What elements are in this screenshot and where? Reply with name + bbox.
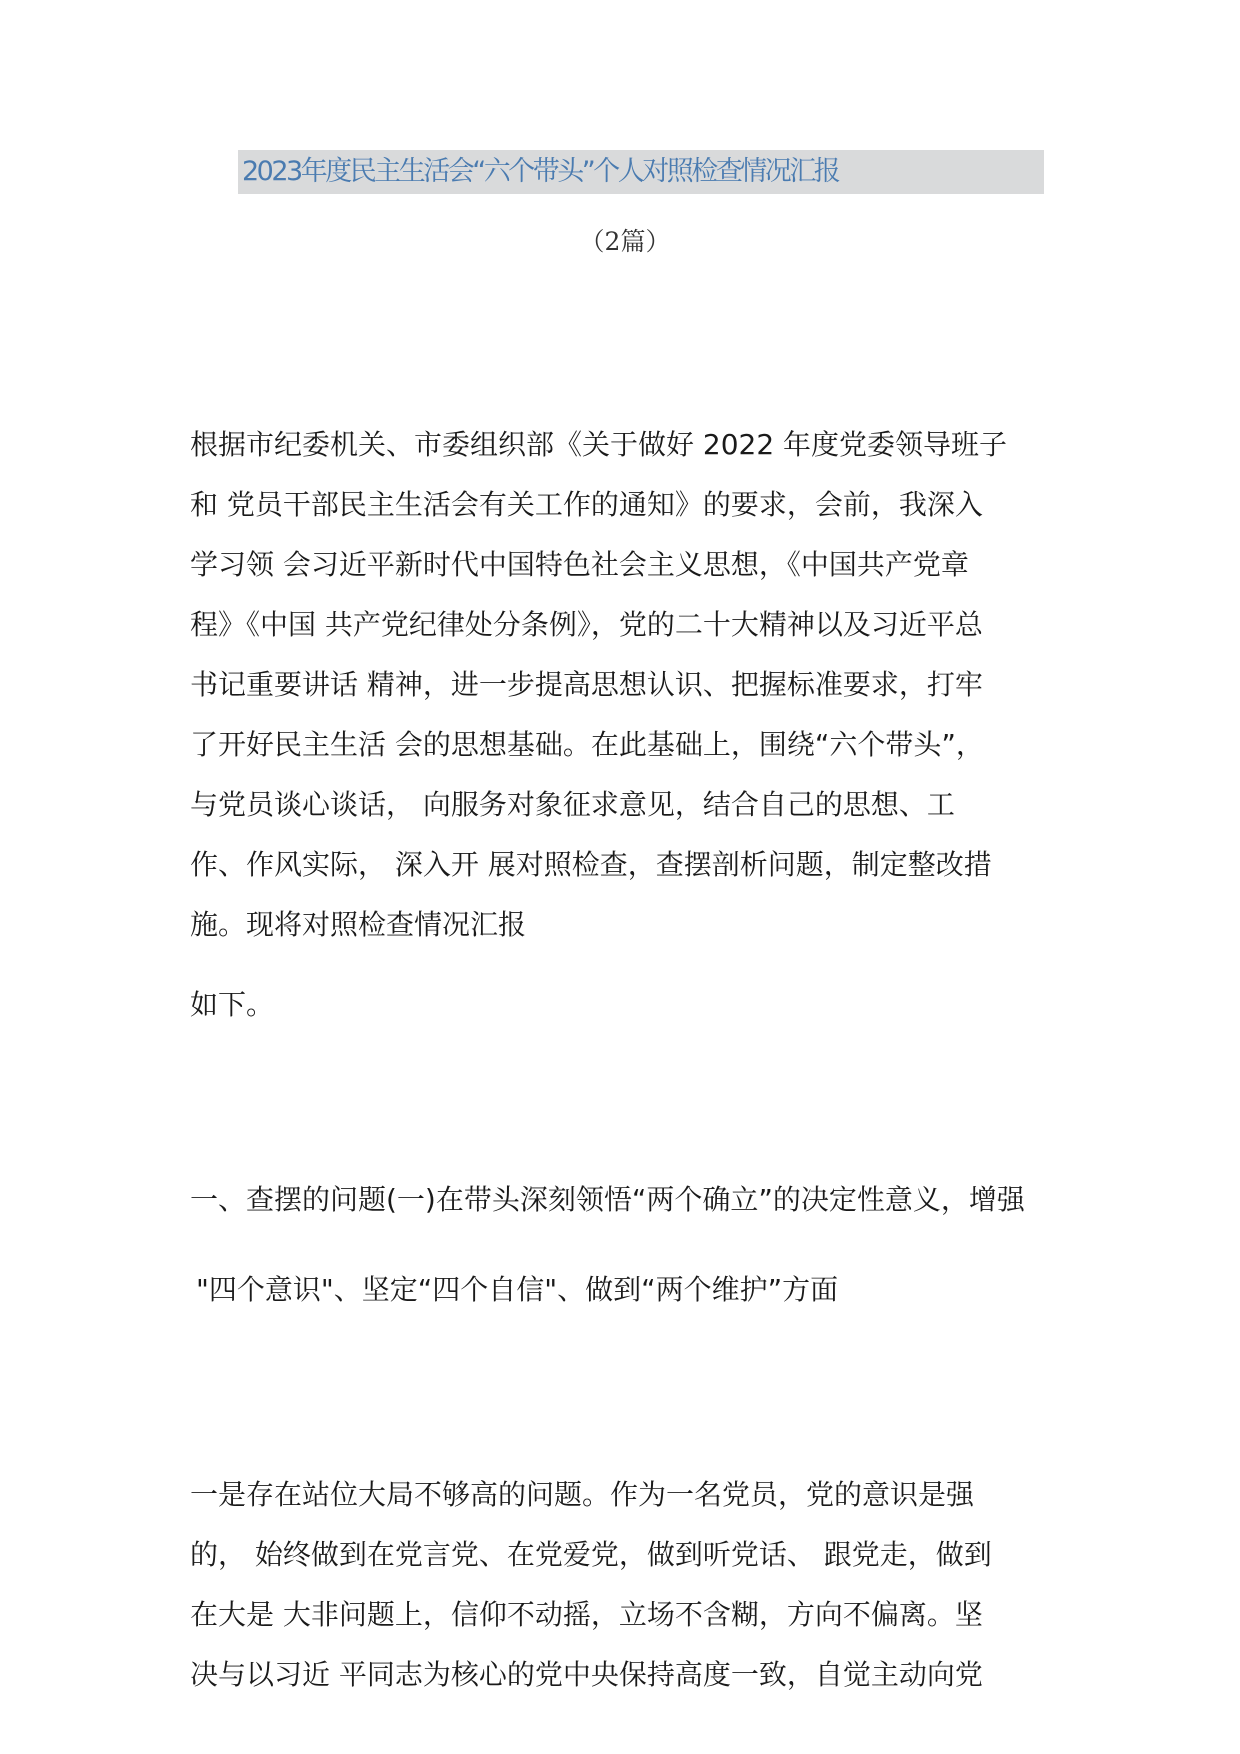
intro-line: 与党员谈心谈话， 向服务对象征求意见，结合自己的思想、工 xyxy=(190,788,955,821)
intro-line: 书记重要讲话 精神，进一步提高思想认识、把握标准要求，打牢 xyxy=(190,668,983,701)
intro-line: 作、作风实际， 深入开 展对照检查，查摆剖析问题，制定整改措 xyxy=(190,848,992,881)
intro-line: 学习领 会习近平新时代中国特色社会主义思想，《中国共产党章 xyxy=(190,548,969,581)
body-line: 在大是 大非问题上，信仰不动摇，立场不含糊，方向不偏离。坚 xyxy=(190,1598,983,1631)
intro-end-line: 如下。 xyxy=(190,988,275,1021)
section-heading-line: "四个意识"、坚定“四个自信"、做到“两个维护”方面 xyxy=(196,1273,839,1306)
body-line: 一是存在站位大局不够高的问题。作为一名党员，党的意识是强 xyxy=(190,1478,975,1511)
intro-line: 程》《中国 共产党纪律处分条例》，党的二十大精神以及习近平总 xyxy=(190,608,983,641)
intro-line: 了开好民主生活 会的思想基础。在此基础上，围绕“六个带头”， xyxy=(190,728,984,761)
intro-line: 施。现将对照检查情况汇报 xyxy=(190,908,527,941)
section-heading-line: 一、查摆的问题(一)在带头深刻领悟“两个确立”的决定性意义，增强 xyxy=(190,1183,1025,1216)
body-line: 决与以习近 平同志为核心的党中央保持高度一致，自觉主动向党 xyxy=(190,1658,983,1691)
document-subtitle: （2篇） xyxy=(579,227,671,256)
intro-line: 和 党员干部民主生活会有关工作的通知》的要求，会前，我深入 xyxy=(190,488,983,521)
document-title: 2023年度民主生活会“六个带头”个人对照检查情况汇报 xyxy=(242,156,839,187)
body-line: 的， 始终做到在党言党、在党爱党，做到听党话、 跟党走，做到 xyxy=(190,1538,992,1571)
intro-line: 根据市纪委机关、市委组织部《关于做好 2022 年度党委领导班子 xyxy=(190,428,1008,461)
